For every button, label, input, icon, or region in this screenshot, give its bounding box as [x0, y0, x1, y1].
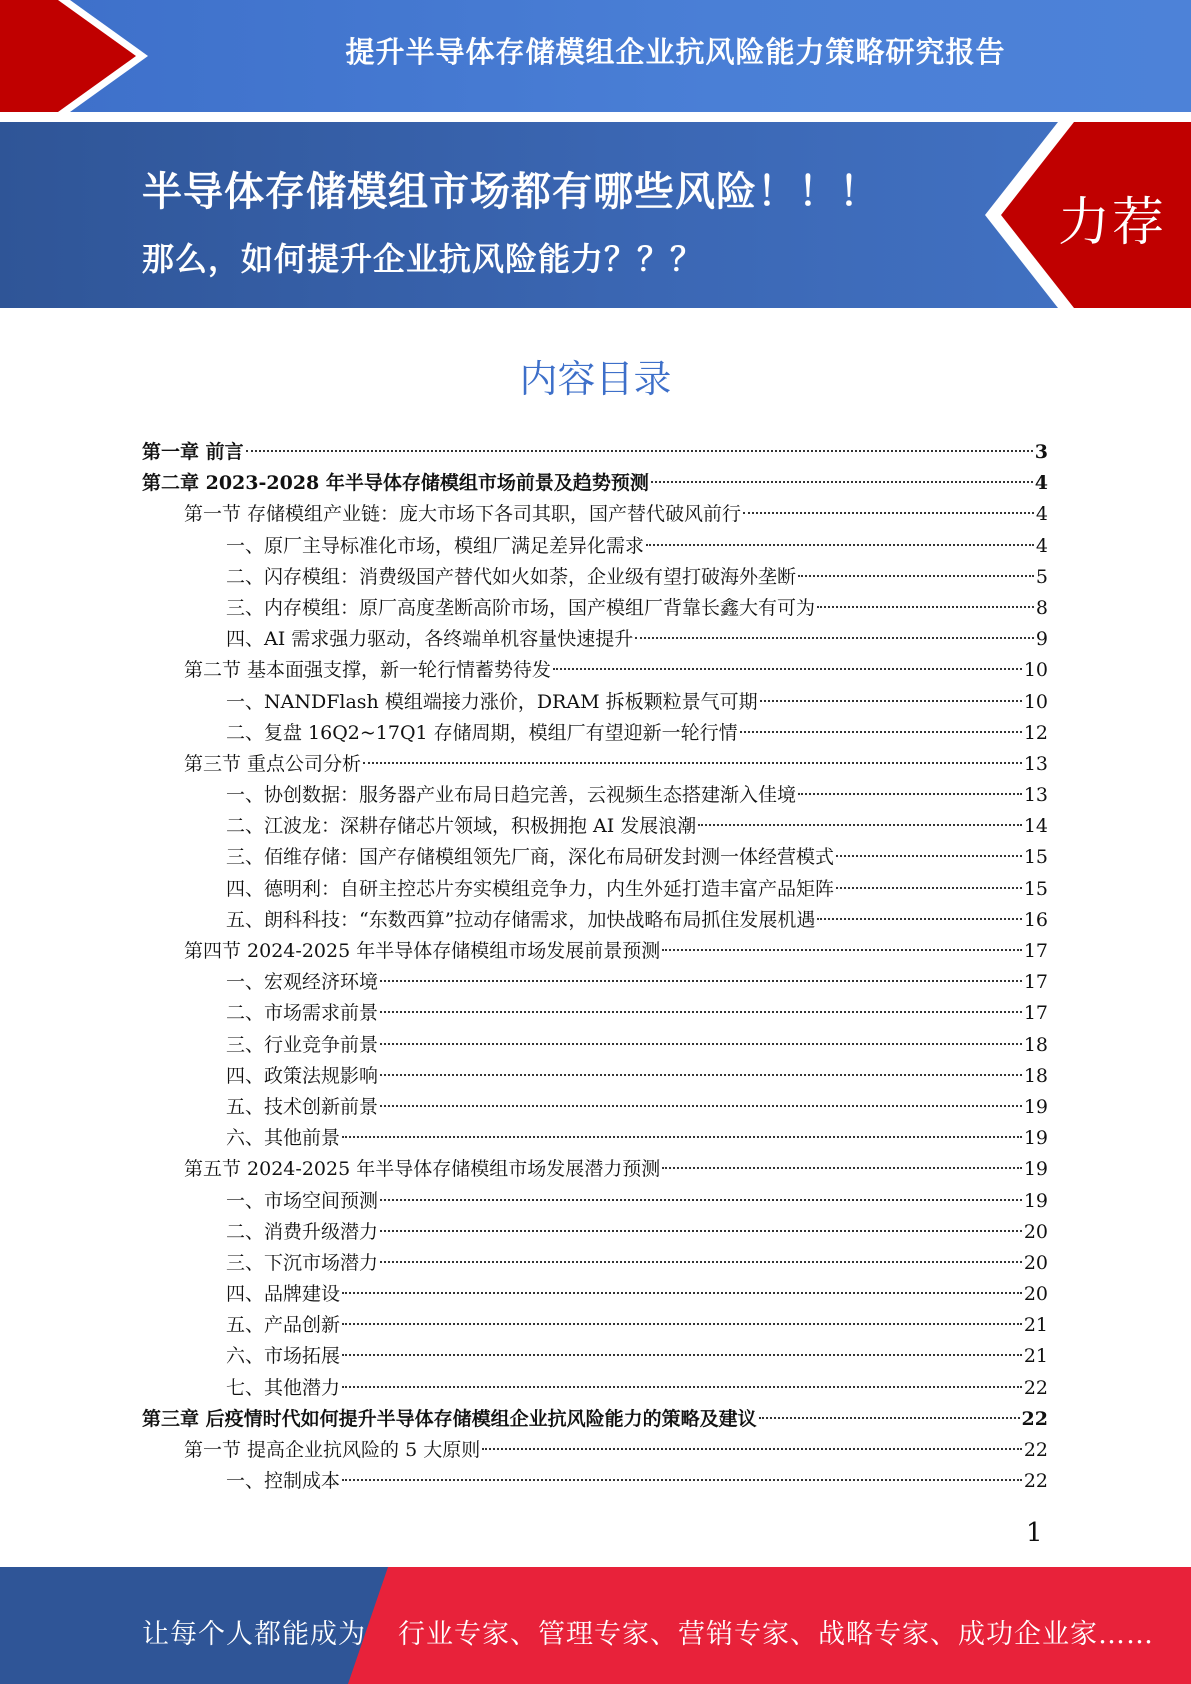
toc-entry-title: 六、市场拓展	[226, 1345, 341, 1368]
toc-dot-leader	[743, 512, 1034, 514]
toc-entry-title: 一、宏观经济环境	[226, 971, 379, 994]
toc-entry-page: 19	[1023, 1127, 1048, 1150]
toc-dot-leader	[380, 1105, 1022, 1107]
toc-entry-page: 16	[1023, 908, 1048, 931]
toc-dot-leader	[380, 1230, 1022, 1232]
toc-entry-title: 七、其他潜力	[226, 1376, 341, 1399]
toc-entry[interactable]	[142, 1279, 1048, 1310]
toc-entry-title: 二、复盘 16Q2~17Q1 存储周期，模组厂有望迎新一轮行情	[226, 721, 738, 744]
toc-dot-leader	[342, 1323, 1022, 1325]
toc-entry-page: 22	[1023, 1376, 1048, 1399]
toc-dot-leader	[342, 1386, 1022, 1388]
toc-entry-title: 三、行业竞争前景	[226, 1033, 379, 1056]
toc-entry-page: 12	[1023, 721, 1048, 744]
toc-entry-title: 第三节 重点公司分析	[184, 752, 362, 775]
toc-dot-leader	[662, 949, 1022, 951]
toc-dot-leader	[380, 1261, 1022, 1263]
toc-entry[interactable]	[142, 905, 1048, 936]
toc-entry-page: 4	[1034, 472, 1048, 495]
toc-entry[interactable]	[142, 718, 1048, 749]
toc-entry-page: 19	[1023, 1158, 1048, 1181]
toc-entry-title: 第四节 2024-2025 年半导体存储模组市场发展前景预测	[184, 940, 661, 962]
toc-entry-title: 一、NANDFlash 模组端接力涨价，DRAM 拆板颗粒景气可期	[226, 690, 758, 713]
report-header-bar	[0, 0, 1191, 112]
toc-entry-title: 四、品牌建设	[226, 1283, 341, 1306]
toc-entry-title: 第二节 基本面强支撑，新一轮行情蓄势待发	[184, 659, 552, 682]
toc-entry-page: 5	[1035, 565, 1048, 588]
toc-entry-page: 20	[1023, 1283, 1048, 1306]
toc-entry-title: 四、政策法规影响	[226, 1064, 379, 1087]
toc-entry[interactable]	[142, 1373, 1048, 1404]
toc-entry-title: 一、协创数据：服务器产业布局日趋完善，云视频生态搭建渐入佳境	[226, 784, 797, 807]
page-number: 1	[1026, 1518, 1043, 1548]
toc-entry[interactable]	[142, 562, 1048, 593]
toc-entry-title: 三、下沉市场潜力	[226, 1251, 379, 1274]
toc-entry[interactable]	[142, 1061, 1048, 1092]
toc-entry[interactable]	[142, 749, 1048, 780]
banner-headline: 半导体存储模组市场都有哪些风险！！！	[142, 169, 880, 215]
toc-entry[interactable]	[142, 1030, 1048, 1061]
toc-entry-title: 六、其他前景	[226, 1127, 341, 1150]
toc-dot-leader	[740, 731, 1022, 733]
toc-entry-title: 一、市场空间预测	[226, 1189, 379, 1212]
toc-entry-title: 三、佰维存储：国产存储模组领先厂商，深化布局研发封测一体经营模式	[226, 846, 835, 869]
toc-entry-title: 五、技术创新前景	[226, 1095, 379, 1118]
toc-dot-leader	[342, 1479, 1022, 1481]
toc-entry[interactable]	[142, 1435, 1048, 1466]
toc-entry-title: 第一章 前言	[142, 441, 244, 463]
footer-slogan-left: 让每个人都能成为	[142, 1619, 366, 1650]
table-of-contents	[142, 437, 1048, 1497]
toc-entry-title: 第一节 存储模组产业链：庞大市场下各司其职，国产替代破风前行	[184, 503, 742, 526]
toc-entry[interactable]	[142, 655, 1048, 686]
toc-entry-title: 二、消费升级潜力	[226, 1220, 379, 1243]
red-chevron-decoration	[0, 0, 160, 112]
toc-dot-leader	[646, 544, 1034, 546]
toc-entry-page: 19	[1023, 1189, 1048, 1212]
toc-entry-page: 22	[1021, 1407, 1048, 1430]
toc-dot-leader	[836, 855, 1022, 857]
toc-entry-title: 第一节 提高企业抗风险的 5 大原则	[184, 1439, 481, 1461]
toc-entry[interactable]	[142, 1154, 1048, 1185]
toc-entry-page: 4	[1035, 503, 1048, 526]
toc-dot-leader	[698, 824, 1022, 826]
toc-heading: 内容目录	[519, 357, 672, 401]
hero-banner	[0, 122, 1191, 308]
toc-dot-leader	[380, 1074, 1022, 1076]
toc-dot-leader	[817, 918, 1021, 920]
toc-entry-page: 15	[1023, 846, 1048, 869]
toc-dot-leader	[246, 450, 1033, 452]
toc-entry[interactable]	[142, 1123, 1048, 1154]
toc-dot-leader	[798, 575, 1034, 577]
toc-entry[interactable]	[142, 1466, 1048, 1497]
toc-entry-page: 8	[1035, 596, 1048, 619]
toc-dot-leader	[380, 1043, 1022, 1045]
toc-entry[interactable]	[142, 624, 1048, 655]
toc-entry[interactable]	[142, 1404, 1048, 1435]
toc-entry-page: 13	[1023, 784, 1048, 807]
toc-dot-leader	[363, 762, 1022, 764]
toc-entry-title: 五、朗科科技：“东数西算”拉动存储需求，加快战略布局抓住发展机遇	[226, 908, 816, 931]
toc-entry-page: 20	[1023, 1220, 1048, 1243]
toc-dot-leader	[342, 1292, 1022, 1294]
toc-entry-title: 一、原厂主导标准化市场，模组厂满足差异化需求	[226, 534, 645, 557]
toc-dot-leader	[662, 1167, 1022, 1169]
toc-entry[interactable]	[142, 468, 1048, 499]
toc-dot-leader	[759, 1417, 1020, 1419]
toc-dot-leader	[342, 1136, 1022, 1138]
toc-dot-leader	[482, 1448, 1022, 1450]
toc-entry-page: 22	[1023, 1470, 1048, 1493]
toc-entry-page: 20	[1023, 1251, 1048, 1274]
toc-dot-leader	[760, 700, 1022, 702]
toc-entry[interactable]	[142, 1248, 1048, 1279]
toc-dot-leader	[553, 668, 1022, 670]
toc-dot-leader	[635, 637, 1034, 639]
toc-entry-page: 14	[1023, 815, 1048, 838]
toc-entry[interactable]	[142, 1217, 1048, 1248]
toc-entry-page: 22	[1023, 1439, 1048, 1461]
toc-entry[interactable]	[142, 1310, 1048, 1341]
toc-entry[interactable]	[142, 998, 1048, 1029]
toc-entry[interactable]	[142, 437, 1048, 468]
toc-entry[interactable]	[142, 1341, 1048, 1372]
toc-dot-leader	[798, 793, 1022, 795]
toc-entry-page: 13	[1023, 752, 1048, 775]
toc-entry-title: 四、德明利：自研主控芯片夯实模组竞争力，内生外延打造丰富产品矩阵	[226, 877, 835, 900]
toc-entry[interactable]	[142, 967, 1048, 998]
toc-entry-title: 二、闪存模组：消费级国产替代如火如荼，企业级有望打破海外垄断	[226, 565, 797, 588]
toc-entry[interactable]	[142, 811, 1048, 842]
toc-entry-title: 第三章 后疫情时代如何提升半导体存储模组企业抗风险能力的策略及建议	[142, 1407, 757, 1430]
toc-entry-title: 第二章 2023-2028 年半导体存储模组市场前景及趋势预测	[142, 472, 649, 495]
toc-dot-leader	[651, 481, 1033, 483]
toc-entry-page: 9	[1035, 628, 1048, 651]
banner-subheadline: 那么，如何提升企业抗风险能力？？？	[142, 240, 704, 278]
toc-entry-title: 二、市场需求前景	[226, 1002, 379, 1025]
toc-entry-page: 10	[1023, 659, 1048, 682]
toc-entry-title: 第五节 2024-2025 年半导体存储模组市场发展潜力预测	[184, 1158, 661, 1181]
toc-entry[interactable]	[142, 1186, 1048, 1217]
toc-entry[interactable]	[142, 1092, 1048, 1123]
toc-dot-leader	[836, 887, 1022, 889]
toc-entry-title: 三、内存模组：原厂高度垄断高阶市场，国产模组厂背靠长鑫大有可为	[226, 596, 816, 619]
toc-entry[interactable]	[142, 874, 1048, 905]
toc-entry[interactable]	[142, 936, 1048, 967]
toc-entry[interactable]	[142, 687, 1048, 718]
report-title: 提升半导体存储模组企业抗风险能力策略研究报告	[345, 35, 1006, 69]
toc-entry-page: 4	[1035, 534, 1048, 557]
toc-entry[interactable]	[142, 499, 1048, 530]
toc-entry[interactable]	[142, 842, 1048, 873]
toc-entry-page: 10	[1023, 690, 1048, 713]
toc-dot-leader	[817, 606, 1034, 608]
toc-entry-page: 21	[1023, 1314, 1048, 1337]
toc-entry-page: 17	[1023, 971, 1048, 994]
toc-entry-page: 15	[1023, 877, 1048, 900]
toc-dot-leader	[380, 1199, 1022, 1201]
toc-dot-leader	[380, 980, 1022, 982]
toc-entry[interactable]	[142, 780, 1048, 811]
toc-entry[interactable]	[142, 531, 1048, 562]
recommend-badge-label: 力荐	[1058, 193, 1167, 253]
toc-entry-page: 17	[1023, 1002, 1048, 1025]
toc-entry-title: 四、AI 需求强力驱动，各终端单机容量快速提升	[226, 628, 634, 651]
toc-entry-page: 17	[1023, 940, 1048, 962]
toc-entry-page: 18	[1023, 1033, 1048, 1056]
toc-entry-page: 18	[1023, 1064, 1048, 1087]
toc-dot-leader	[380, 1011, 1022, 1013]
toc-entry-page: 3	[1034, 441, 1048, 463]
toc-entry-title: 一、控制成本	[226, 1470, 341, 1493]
toc-entry-page: 21	[1023, 1345, 1048, 1368]
footer-slogan-right: 行业专家、管理专家、营销专家、战略专家、成功企业家……	[398, 1619, 1154, 1650]
toc-dot-leader	[342, 1354, 1022, 1356]
toc-entry-title: 二、江波龙：深耕存储芯片领域，积极拥抱 AI 发展浪潮	[226, 815, 697, 838]
toc-entry-title: 五、产品创新	[226, 1314, 341, 1337]
toc-entry-page: 19	[1023, 1095, 1048, 1118]
toc-entry[interactable]	[142, 593, 1048, 624]
